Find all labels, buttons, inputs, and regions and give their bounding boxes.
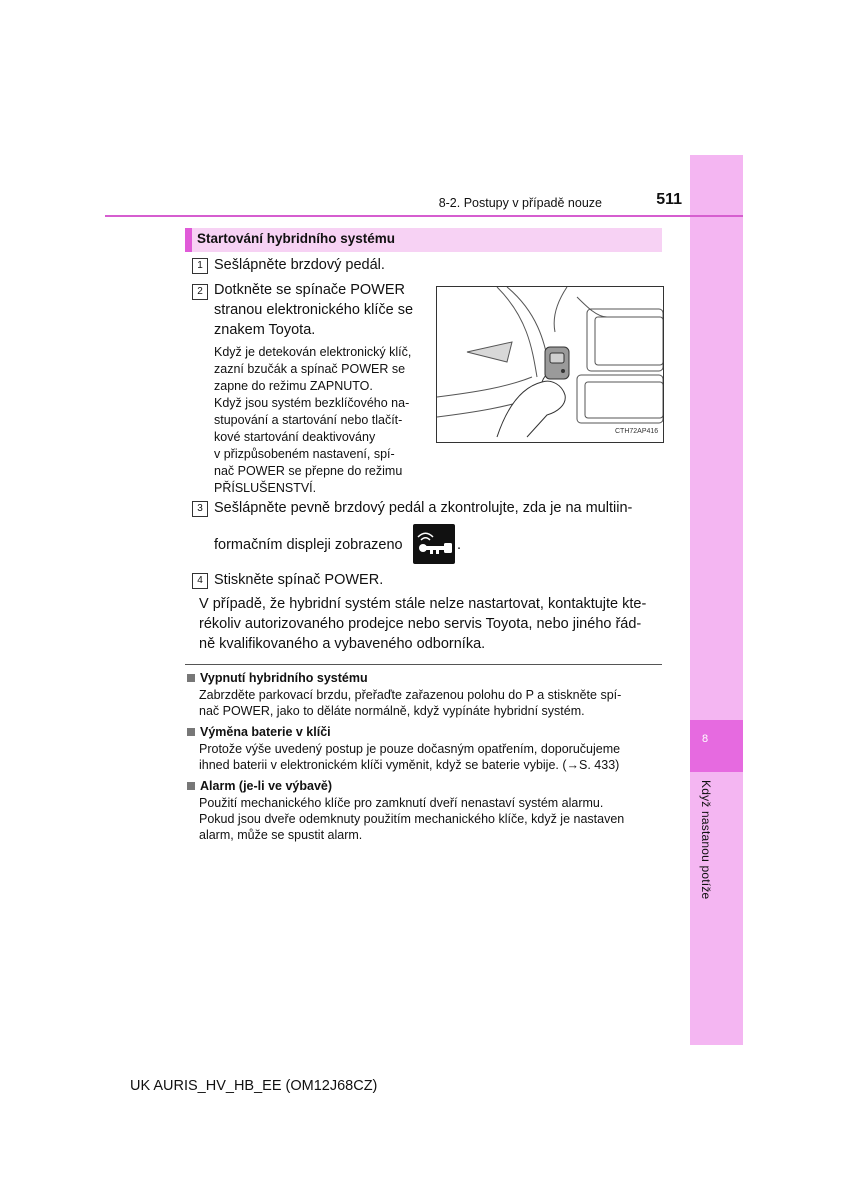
note-title: Výměna baterie v klíči: [200, 725, 331, 739]
note-line: zapne do režimu ZAPNUTO.: [214, 379, 373, 393]
step-4-text: Stiskněte spínač POWER.: [214, 572, 384, 588]
note-alarm: [187, 779, 663, 843]
note-hybrid-shutdown: [187, 671, 663, 719]
step-2-line: stranou elektronického klíče se: [214, 302, 414, 318]
power-switch-illustration: [436, 286, 664, 443]
step-3-line-1: Sešlápněte pevně brzdový pedál a zkontrolujte, zda je na multiin-: [214, 500, 633, 516]
figure-caption: CTH72AP416: [615, 428, 659, 435]
chapter-side-tab-marker: [690, 720, 743, 772]
note-line: PŘÍSLUŠENSTVÍ.: [214, 481, 317, 495]
footer-model-code: UK AURIS_HV_HB_EE (OM12J68CZ): [130, 1078, 378, 1094]
note-line: Když jsou systém bezklíčového na-: [214, 396, 410, 410]
step-4-paragraph: [199, 594, 661, 654]
paragraph-line: rékoliv autorizovaného prodejce nebo servis Toyota, nebo jiného řád-: [199, 616, 642, 632]
note-line: ihned baterii v elektronickém klíči vyměnit, když se baterie vybije. (→S. 433): [199, 758, 620, 772]
heading-bar-accent: [185, 228, 192, 252]
step-2-line: znakem Toyota.: [214, 322, 316, 338]
bullet-square-icon: [187, 782, 195, 790]
note-line: stupování a startování nebo tlačít-: [214, 413, 403, 427]
note-line: Pokud jsou dveře odemknuty použitím mechanického klíče, když je nastaven: [199, 812, 625, 826]
notes-divider: [185, 664, 662, 665]
note-line: Použití mechanického klíče pro zamknutí dveří nenastaví systém alarmu.: [199, 796, 604, 810]
step-4-number: 4: [192, 573, 208, 589]
step-1-number: 1: [192, 258, 208, 274]
bullet-square-icon: [187, 674, 195, 682]
step-2-note-2: [214, 395, 429, 497]
paragraph-line: V případě, že hybridní systém stále nelze nastartovat, kontaktujte kte-: [199, 596, 647, 612]
note-line: v přizpůsobeném nastavení, spí-: [214, 447, 395, 461]
note-title: Alarm (je-li ve výbavě): [200, 779, 333, 793]
step-2-text: [214, 280, 426, 340]
page-number: 511: [656, 191, 682, 208]
chapter-number: 8: [701, 733, 709, 745]
header-rule: [105, 215, 743, 217]
note-line: Protože výše uvedený postup je pouze dočasným opatřením, doporučujeme: [199, 742, 621, 756]
note-line: zazní bzučák a spínač POWER se: [214, 362, 406, 376]
step-3-line-2: formačním displeji zobrazeno: [214, 537, 403, 553]
note-body: [187, 687, 663, 719]
key-indicator-icon: [413, 524, 455, 564]
section-title: 8-2. Postupy v případě nouze: [438, 196, 602, 210]
step-2-note-1: [214, 344, 429, 395]
hand-key-power-switch-icon: [437, 287, 663, 442]
note-key-battery: [187, 725, 663, 773]
note-title-row: [187, 671, 663, 685]
note-title-row: [187, 779, 663, 793]
step-2-line: Dotkněte se spínače POWER: [214, 282, 405, 298]
bullet-square-icon: [187, 728, 195, 736]
note-line: nač POWER, jako to děláte normálně, když vypínáte hybridní systém.: [199, 704, 585, 718]
note-line: Když je detekován elektronický klíč,: [214, 345, 412, 359]
step-3-number: 3: [192, 501, 208, 517]
note-title: Vypnutí hybridního systému: [200, 671, 368, 685]
paragraph-line: ně kvalifikovaného a vybaveného odborníka.: [199, 636, 486, 652]
note-line: Zabrzděte parkovací brzdu, přeřaďte zařazenou polohu do P a stiskněte spí-: [199, 688, 622, 702]
note-body: [187, 795, 663, 843]
note-line: kové startování deaktivovány: [214, 430, 376, 444]
step-3-line-end: .: [457, 537, 462, 553]
chapter-title: Když nastanou potíže: [699, 780, 713, 900]
heading-title: Startování hybridního systému: [197, 231, 396, 246]
note-line: nač POWER se přepne do režimu: [214, 464, 403, 478]
note-title-row: [187, 725, 663, 739]
note-body: [187, 741, 663, 773]
step-2-number: 2: [192, 284, 208, 300]
note-line: alarm, může se spustit alarm.: [199, 828, 363, 842]
step-1-text: Sešlápněte brzdový pedál.: [214, 257, 385, 273]
key-icon: [413, 524, 455, 564]
